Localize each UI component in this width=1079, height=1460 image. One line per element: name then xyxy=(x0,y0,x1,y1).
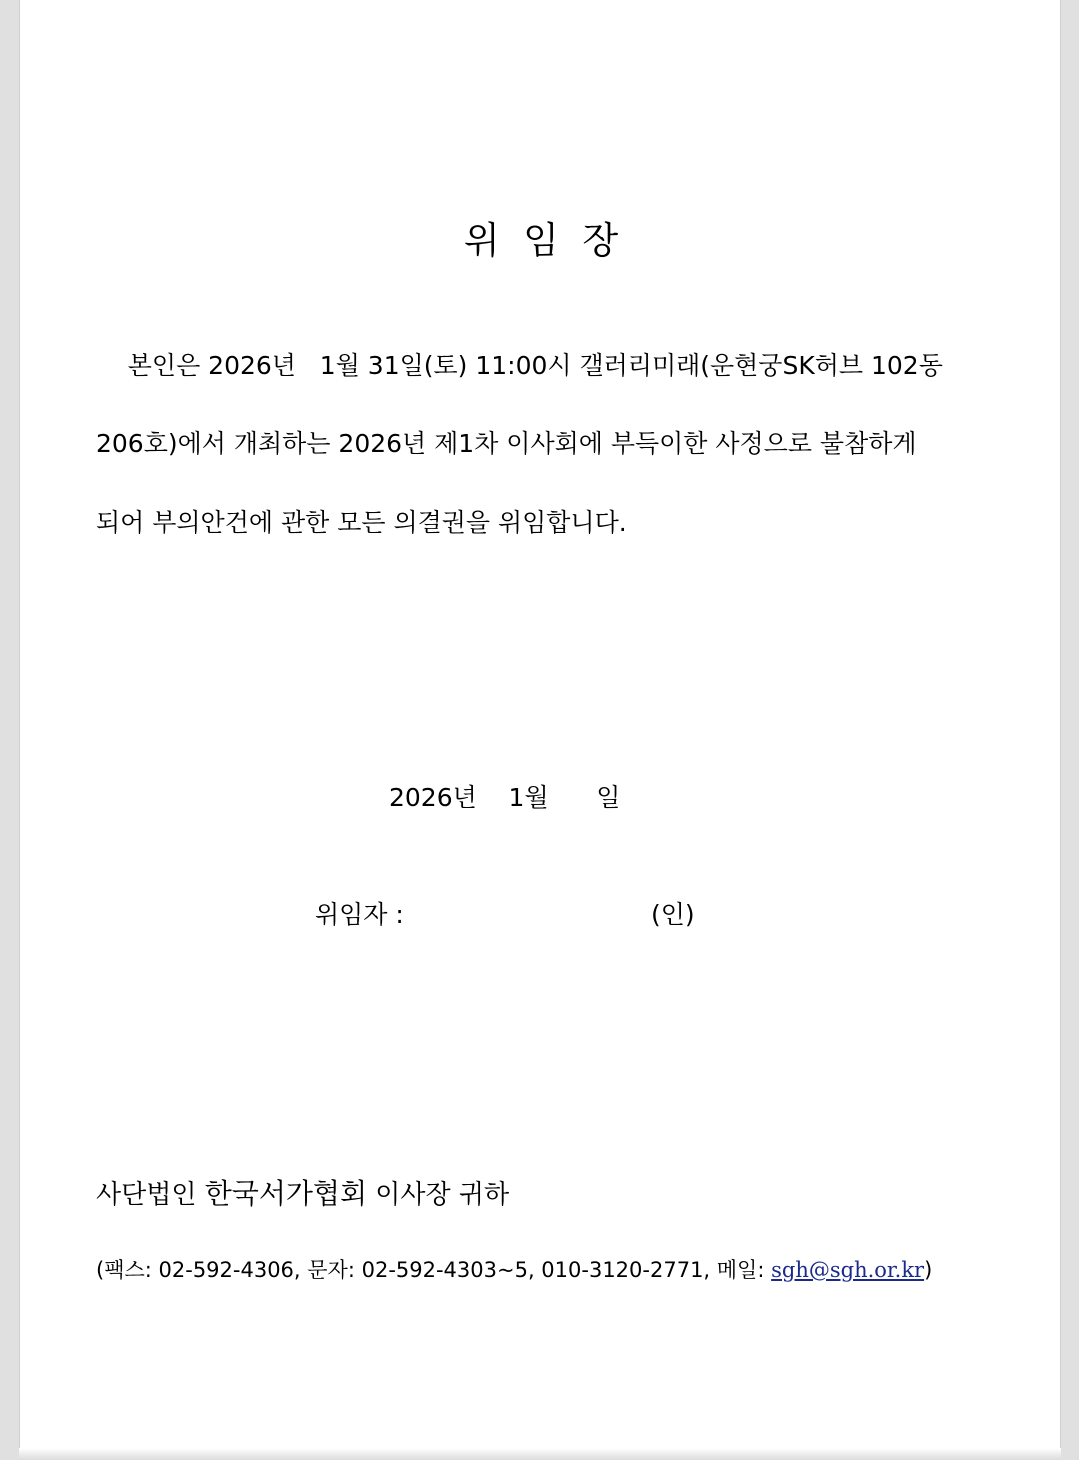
body-line-2: 206호)에서 개최하는 2026년 제1차 이사회에 부득이한 사정으로 불참하게 xyxy=(96,429,917,458)
recipient-organization: 한국서가협회 xyxy=(204,1177,368,1210)
contact-prefix: (팩스: 02-592-4306, 문자: 02-592-4303~5, 010-3120-2771, 메일: xyxy=(96,1258,772,1282)
date-line: 2026년 1월 일 xyxy=(389,783,621,812)
recipient-suffix: 이사장 귀하 xyxy=(367,1180,510,1210)
delegator-label: 위임자 : xyxy=(315,900,404,929)
body-line-1: 본인은 2026년 1월 31일(토) 11:00시 갤러리미래(운현궁SK허브 102동 xyxy=(96,351,943,380)
body-line-3: 되어 부의안건에 관한 모든 의결권을 위임합니다. xyxy=(96,508,627,537)
email-link[interactable]: sgh@sgh.or.kr xyxy=(771,1258,925,1282)
recipient-prefix: 사단법인 xyxy=(96,1180,205,1210)
contact-line xyxy=(96,1254,932,1284)
recipient-line xyxy=(96,1172,509,1212)
page-bottom-edge xyxy=(19,1448,1061,1460)
contact-suffix: ) xyxy=(924,1258,933,1282)
seal-mark: (인) xyxy=(651,900,695,929)
document-page xyxy=(19,0,1061,1460)
document-title: 위 임 장 xyxy=(463,219,619,262)
